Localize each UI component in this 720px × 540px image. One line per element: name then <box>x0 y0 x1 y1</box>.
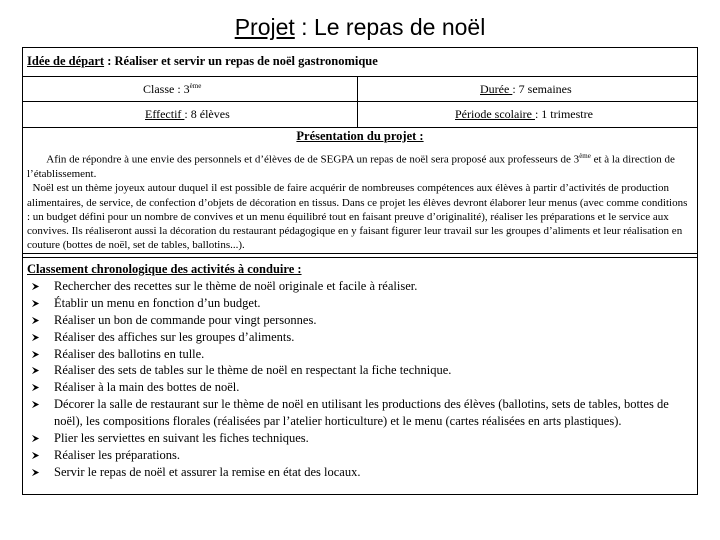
presentation-p1-b: et à la direction de l’établissement. <box>27 153 675 180</box>
arrow-bullet-icon <box>31 366 40 375</box>
page-title <box>0 14 720 41</box>
title-project-word: Projet <box>234 14 295 40</box>
presentation-p1-sup: ème <box>579 152 591 160</box>
period-cell <box>455 107 593 122</box>
duration-label: Durée <box>480 82 513 96</box>
headcount-value: : 8 élèves <box>184 107 230 121</box>
starting-idea-row <box>23 48 697 77</box>
duration-cell <box>480 82 572 97</box>
activity-item: Réaliser des affiches sur les groupes d’aliments. <box>27 329 693 346</box>
period-label: Période scolaire <box>455 107 535 121</box>
activities-list <box>27 278 693 481</box>
duration-value: : 7 semaines <box>512 82 572 96</box>
activity-item: Réaliser des ballotins en tulle. <box>27 346 693 363</box>
arrow-bullet-icon <box>31 451 40 460</box>
activity-item: Réaliser les préparations. <box>27 447 693 464</box>
activity-item: Décorer la salle de restaurant sur le thème de noël en utilisant les productions des élèves (ballotins, sets de tables, bottes de noël), les compositions florales (réalisées par l’atelier horticulture) et le menu (cartes réalisées en arts plastiques). <box>27 396 693 430</box>
period-value: : 1 trimestre <box>534 107 593 121</box>
arrow-bullet-icon <box>31 350 40 359</box>
class-cell <box>143 82 201 97</box>
grid-divider <box>357 77 358 127</box>
activities-heading: Classement chronologique des activités à conduire : <box>27 262 302 276</box>
presentation-paragraph-1 <box>27 149 693 181</box>
activity-item: Rechercher des recettes sur le thème de noël originale et facile à réaliser. <box>27 278 693 295</box>
activity-item: Plier les serviettes en suivant les fiches techniques. <box>27 430 693 447</box>
presentation-p2: Noël est un thème joyeux autour duquel il est possible de faire acquérir de nombreuses compétences aux élèves à partir d’activités de production alimentaires, de service, de confection d’objets de décoration en tissus. Dans ce projet les élèves devront élaborer leur menus (avec comme conditions : un budget défini pour un nombre de convives et un menu équilibré tout en faisant preuve d’originalité), réaliser les préparations et le service aux convives. Ils réaliseront aussi la décoration du restaurant pédagogique en y faisant figurer leur travail sur les groupes d’aliments et leur réalisation en couture (bottes de noël, set de tables, ballotins...). <box>27 182 688 252</box>
project-sheet <box>22 47 698 495</box>
arrow-bullet-icon <box>31 434 40 443</box>
activity-item: Réaliser à la main des bottes de noël. <box>27 379 693 396</box>
activity-item: Réaliser des sets de tables sur le thème de noël en respectant la fiche technique. <box>27 362 693 379</box>
activity-item: Réaliser un bon de commande pour vingt personnes. <box>27 312 693 329</box>
arrow-bullet-icon <box>31 383 40 392</box>
activity-item: Établir un menu en fonction d’un budget. <box>27 295 693 312</box>
grid-row-divider <box>23 101 697 102</box>
arrow-bullet-icon <box>31 400 40 409</box>
arrow-bullet-icon <box>31 282 40 291</box>
arrow-bullet-icon <box>31 468 40 477</box>
grid-bottom-divider <box>23 127 697 128</box>
activities-section <box>23 257 697 481</box>
presentation-heading <box>23 129 697 144</box>
headcount-label: Effectif <box>145 107 185 121</box>
title-text: : Le repas de noël <box>294 14 486 40</box>
presentation-heading-text: Présentation du projet : <box>296 129 424 143</box>
arrow-bullet-icon <box>31 299 40 308</box>
arrow-bullet-icon <box>31 333 40 342</box>
class-sup: ème <box>189 82 202 90</box>
starting-idea-label: Idée de départ <box>27 54 105 68</box>
presentation-p1-a: Afin de répondre à une envie des personnels et d’élèves de de SEGPA un repas de noël sera proposé aux professeurs de 3 <box>46 153 580 166</box>
arrow-bullet-icon <box>31 316 40 325</box>
presentation-paragraph-2 <box>27 181 693 252</box>
class-label: Classe : 3 <box>143 82 190 96</box>
activity-item: Servir le repas de noël et assurer la remise en état des locaux. <box>27 464 693 481</box>
starting-idea-text: : Réaliser et servir un repas de noël gastronomique <box>104 54 378 68</box>
headcount-cell <box>145 107 230 122</box>
presentation-text <box>23 146 697 254</box>
